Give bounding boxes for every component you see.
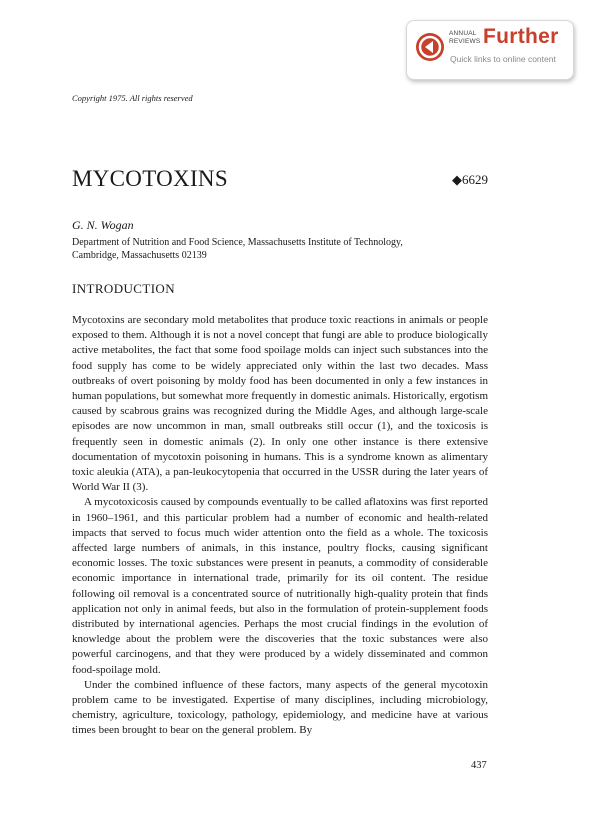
annual-reviews-logo-icon [416, 33, 444, 61]
annual-label: ANNUAL [449, 30, 477, 37]
quick-links-label[interactable]: Quick links to online content [450, 54, 556, 64]
affiliation-line: Cambridge, Massachusetts 02139 [72, 250, 207, 261]
paragraph: Mycotoxins are secondary mold metabolites that produce toxic reactions in animals or people exposed to them. Although it is not a novel concept that fungi are able to produce biologically active metabolites, the fact that some food spoilage molds can inject such substances into the food supply has come to be widely appreciated only within the last two decades. Mass outbreaks of overt poisoning by moldy food has been documented in only a few instances in human populations, but somewhat more frequently in domestic animals. Historically, ergotism caused by scabrous grains was recognized during the Middle Ages, and although large-scale episodes are now uncommon in man, small outbreaks still occur (1), and the toxicosis is frequently seen in domestic animals (2). In only one other instance is there extensive documentation of mycotoxin poisoning in humans. This is a syndrome known as alimentary toxic aleukia (ATA), a pan-leukocytopenia that occurred in the USSR during the later years of World War II (3). [72, 314, 488, 494]
author-name: G. N. Wogan [72, 218, 134, 232]
paragraph: A mycotoxicosis caused by compounds eventually to be called aflatoxins was first reported in 1960–1961, and this particular problem had a number of economic and health-related impacts that served to focus much wider attention onto the field as a whole. The toxicosis affected large numbers of animals, in this instance, poultry flocks, causing significant economic losses. The toxic substances were present in peanuts, a commodity of considerable economic importance in international trade, primarily for its oil content. The residue following oil removal is a concentrated source of nutritionally high-quality protein that finds application not only in animal feeds, but also in the formulation of protein-supplement foods distributed by international agencies. Perhaps the most crucial findings in the evolution of knowledge about the problem were the discoveries that the toxic substances were also powerful carcinogens, and that they were produced by a widely disseminated and common food-spoilage mold. [72, 496, 488, 676]
article-title: MYCOTOXINS [72, 166, 228, 191]
section-heading: INTRODUCTION [72, 281, 176, 296]
affiliation-line: Department of Nutrition and Food Science, Massachusetts Institute of Technology, [72, 237, 403, 248]
reviews-label: REVIEWS [449, 38, 481, 45]
further-links-badge[interactable] [406, 20, 574, 80]
further-label: Further [483, 25, 559, 48]
body-text [72, 313, 488, 739]
author-affiliation [72, 236, 492, 262]
annual-reviews-wordmark [449, 30, 480, 46]
copyright-notice: Copyright 1975. All rights reserved [72, 93, 193, 103]
paragraph: Under the combined influence of these factors, many aspects of the general mycotoxin problem came to be investigated. Expertise of many disciplines, including microbiology, chemistry, agriculture, toxicology, pathology, epidemiology, and medicine have at various times been brought to bear on the general problem. By [72, 678, 488, 737]
page-number: 437 [471, 760, 487, 771]
catalog-number: ◆6629 [452, 172, 488, 187]
